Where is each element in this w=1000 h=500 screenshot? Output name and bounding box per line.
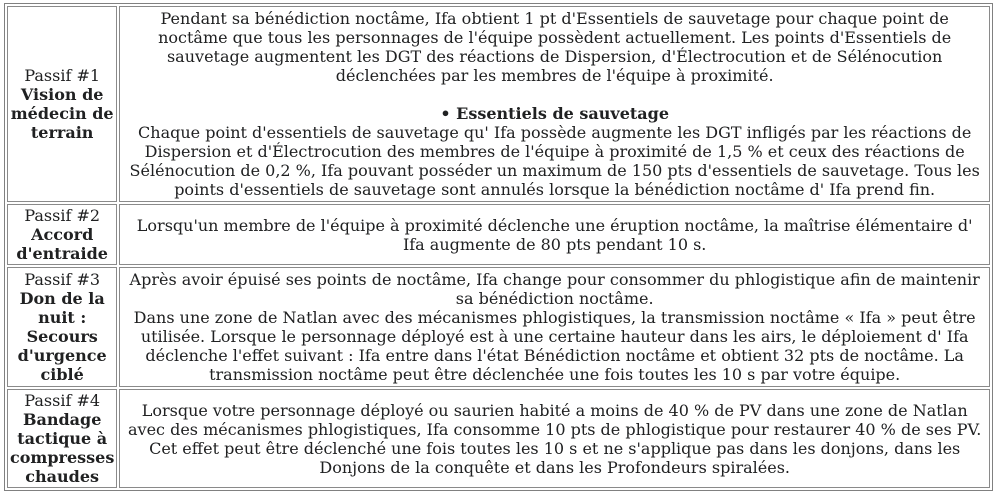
passive-number: Passif #1 <box>24 66 101 85</box>
table-row-passive-3 <box>7 267 990 387</box>
passive-name: Vision de médecin de terrain <box>10 85 114 142</box>
table-row-passive-1 <box>7 6 990 202</box>
passive-number: Passif #2 <box>24 206 101 225</box>
passive-name: Bandage tactique à compresses chaudes <box>10 410 115 486</box>
description-paragraph: Chaque point d'essentiels de sauvetage qu' Ifa possède augmente les DGT infligés par les réactions de Dispersion et d'Électrocution des membres de l'équipe à proximité de 1,5 % et ceux des réactions de Sélénocution de 0,2 %, Ifa pouvant posséder un maximum de 150 pts d'essentiels de sauvetage. Tous les points d'essentiels de sauvetage sont annulés lorsque la bénédiction noctâme d' Ifa prend fin. <box>129 123 980 199</box>
passive-number: Passif #3 <box>24 270 101 289</box>
passive-name: Don de la nuit : Secours d'urgence ciblé <box>17 289 107 384</box>
description-paragraph: Pendant sa bénédiction noctâme, Ifa obtient 1 pt d'Essentiels de sauvetage pour chaque point de noctâme que tous les personnages de l'équipe possèdent actuellement. Les points d'Essentiels de sauvetage augmentent les DGT des réactions de Dispersion, d'Électrocution et de Sélénocution déclenchées par les membres de l'équipe à proximité. <box>158 9 952 85</box>
passives-table <box>4 3 993 491</box>
description-paragraph: Lorsque votre personnage déployé ou saurien habité a moins de 40 % de PV dans une zone de Natlan avec des mécanismes phlogistiques, Ifa consomme 10 pts de phlogistique pour restaurer 40 % de ses PV. Cet effet peut être déclenché une fois toutes les 10 s et ne s'applique pas dans les donjons, dans les Donjons de la conquête et dans les Profondeurs spiralées. <box>128 400 982 477</box>
passive-4-description-cell <box>119 389 990 488</box>
passive-4-label-cell <box>7 389 117 488</box>
description-paragraph: Lorsqu'un membre de l'équipe à proximité déclenche une éruption noctâme, la maîtrise élémentaire d' Ifa augmente de 80 pts pendant 10 s. <box>136 215 973 254</box>
passive-number: Passif #4 <box>24 391 101 410</box>
passive-2-label-cell <box>7 204 117 265</box>
passive-2-description-cell <box>119 204 990 265</box>
passive-1-description-cell <box>119 6 990 202</box>
table-row-passive-4 <box>7 389 990 488</box>
passive-3-label-cell <box>7 267 117 387</box>
table-row-passive-2 <box>7 204 990 265</box>
passive-3-description-cell <box>119 267 990 387</box>
passive-name: Accord d'entraide <box>16 225 108 263</box>
bullet-heading: • Essentiels de sauvetage <box>440 104 669 123</box>
description-paragraph: Après avoir épuisé ses points de noctâme, Ifa change pour consommer du phlogistique afin de maintenir sa bénédiction noctâme. <box>129 270 980 308</box>
passive-1-label-cell <box>7 6 117 202</box>
description-paragraph: Dans une zone de Natlan avec des mécanismes phlogistiques, la transmission noctâme « Ifa » peut être utilisée. Lorsque le personnage déployé est à une certaine hauteur dans les airs, le déploiement d' Ifa déclenche l'effet suivant : Ifa entre dans l'état Bénédiction noctâme et obtient 32 pts de noctâme. La transmission noctâme peut être déclenchée une fois toutes les 10 s par votre équipe. <box>133 308 976 384</box>
